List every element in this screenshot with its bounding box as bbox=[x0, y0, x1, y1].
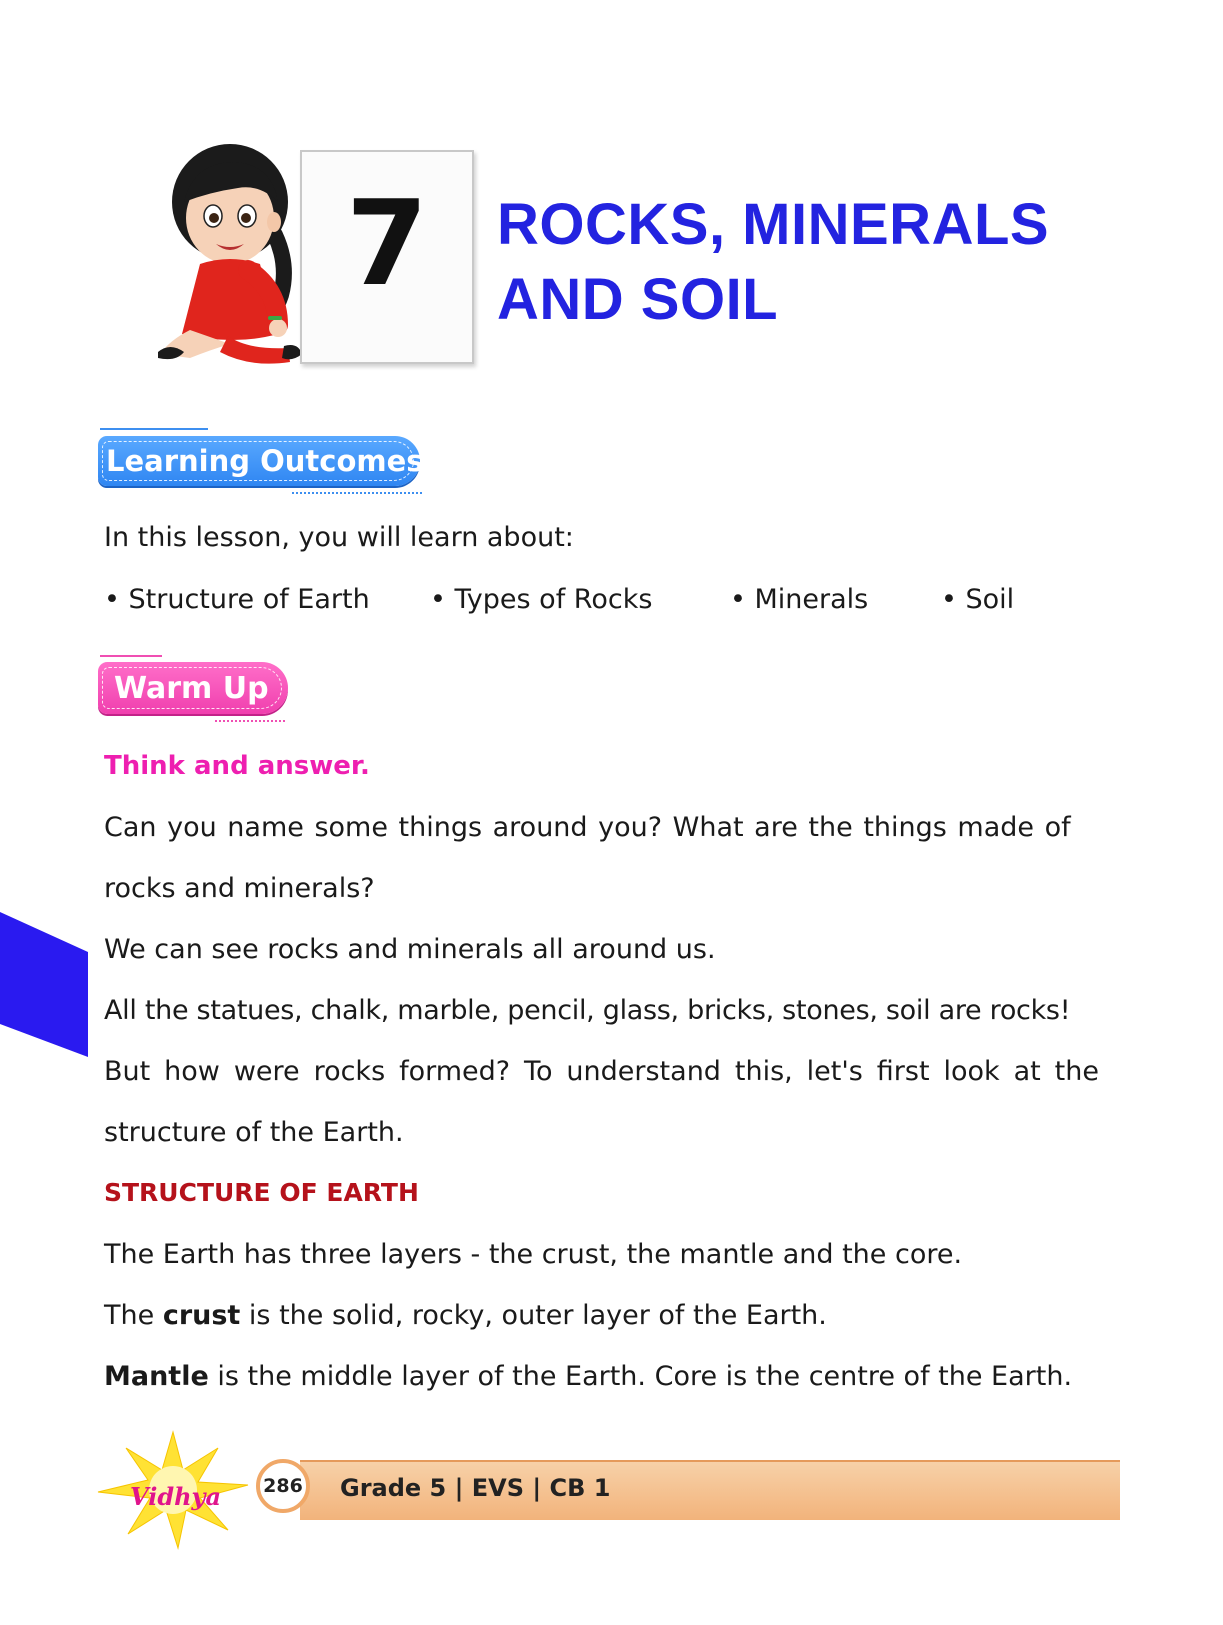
ribbon-decoration-line bbox=[100, 655, 162, 657]
outcome-bullet: • Types of Rocks bbox=[430, 584, 653, 615]
warm-up-paragraph-line: structure of the Earth. bbox=[104, 1117, 404, 1148]
logo-text: Vidhya bbox=[130, 1482, 222, 1511]
outcome-bullet: • Minerals bbox=[730, 584, 869, 615]
ribbon-decoration-dotted-line bbox=[292, 492, 422, 494]
chapter-number-card bbox=[300, 150, 474, 364]
girl-illustration bbox=[150, 140, 320, 370]
warm-up-heading bbox=[98, 662, 288, 714]
side-tab-marker bbox=[0, 912, 88, 1057]
warm-up-paragraph-line: But how were rocks formed? To understand this, let's first look at the bbox=[104, 1056, 1099, 1087]
bold-term: crust bbox=[162, 1300, 241, 1331]
outcome-bullet: • Structure of Earth bbox=[104, 584, 370, 615]
footer-grade-label: Grade 5 | EVS | CB 1 bbox=[340, 1474, 611, 1502]
page-number: 286 bbox=[256, 1459, 310, 1513]
ribbon-decoration-line bbox=[100, 428, 208, 430]
structure-paragraph bbox=[104, 1302, 827, 1329]
section-heading: STRUCTURE OF EARTH bbox=[104, 1178, 419, 1207]
learning-outcomes-label: Learning Outcomes bbox=[106, 444, 424, 478]
chapter-title-line-1: ROCKS, MINERALS bbox=[497, 192, 1050, 257]
chapter-title-line-2: AND SOIL bbox=[497, 267, 779, 332]
warm-up-paragraph: All the statues, chalk, marble, pencil, glass, bricks, stones, soil are rocks! bbox=[104, 995, 1071, 1026]
warm-up-label: Warm Up bbox=[114, 670, 269, 706]
ribbon-decoration-dotted-line bbox=[215, 720, 285, 722]
think-prompt: Think and answer. bbox=[104, 751, 370, 781]
warm-up-paragraph-line: Can you name some things around you? What are the things made of bbox=[104, 812, 1071, 843]
text-segment: is the middle layer of the Earth. Core is the centre of the Earth. bbox=[208, 1361, 1073, 1392]
lesson-intro: In this lesson, you will learn about: bbox=[104, 522, 574, 553]
chapter-number: 7 bbox=[345, 174, 429, 312]
vidhya-logo bbox=[88, 1430, 258, 1550]
warm-up-paragraph-line: rocks and minerals? bbox=[104, 873, 375, 904]
warm-up-paragraph: We can see rocks and minerals all around us. bbox=[104, 934, 716, 965]
text-segment: is the solid, rocky, outer layer of the Earth. bbox=[240, 1300, 827, 1331]
structure-paragraph bbox=[104, 1363, 1072, 1390]
outcome-bullet: • Soil bbox=[941, 584, 1015, 615]
learning-outcomes-heading bbox=[98, 436, 424, 486]
structure-paragraph: The Earth has three layers - the crust, the mantle and the core. bbox=[104, 1239, 963, 1270]
bold-term: Mantle bbox=[104, 1361, 209, 1392]
text-segment: The bbox=[104, 1300, 163, 1331]
